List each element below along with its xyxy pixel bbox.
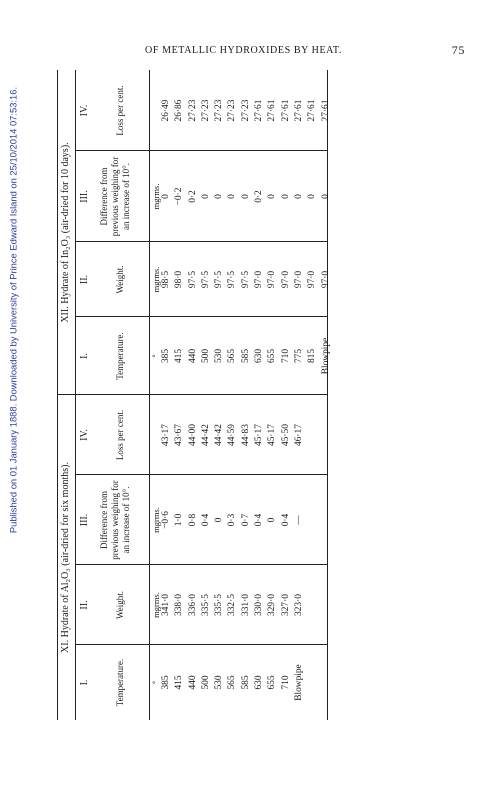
xi-temperature-column	[151, 645, 304, 720]
xi-loss-values	[160, 395, 304, 475]
xi-difference-cell: 0·4	[254, 513, 265, 527]
xii-temp-unit: °	[151, 354, 160, 358]
xii-difference-cell: 0	[240, 194, 251, 199]
xi-weight-cell: 331·0	[240, 594, 251, 616]
xi-temperature-cell: 565	[227, 675, 238, 690]
xii-loss-cell: 27·23	[200, 99, 211, 122]
xii-diff-unit: mgrms.	[151, 183, 161, 210]
xii-temperature-cell: 655	[267, 348, 278, 364]
xii-col4-number: IV.	[79, 104, 90, 117]
xii-loss-values	[160, 70, 331, 151]
xi-weight-column	[151, 565, 304, 645]
xii-difference-cell: 0	[307, 194, 318, 199]
xii-temperature-cell: 530	[214, 348, 225, 364]
xii-col1-number: I.	[79, 353, 90, 359]
xii-loss-cell: 27·23	[187, 99, 198, 122]
xii-loss-cell: 26·49	[161, 99, 171, 122]
xi-col3-header: Difference from previous weighing for an increase of 10°.	[99, 480, 131, 560]
xi-col4-number: IV.	[79, 429, 90, 441]
xii-difference-cell: 0	[280, 194, 291, 199]
xi-col3-number: III.	[79, 513, 90, 527]
xii-weight-unit: mgrms.	[151, 266, 161, 293]
table-xii-title: XII. Hydrate of In₂O₃ (air-dried for 10 days).	[60, 142, 71, 323]
xii-weight-cell: 97·5	[240, 270, 251, 289]
xii-weight-cell: 97·5	[200, 270, 211, 289]
xii-difference-cell: 0	[161, 194, 171, 199]
table-top-rule	[57, 70, 58, 720]
xii-difference-cell: 0	[214, 194, 225, 199]
xii-weight-cell: 97·0	[293, 270, 304, 289]
xi-col2-number: II.	[79, 600, 90, 610]
xii-col4-header: Loss per cent.	[115, 85, 125, 136]
xii-temperature-cell: 440	[187, 348, 198, 364]
xi-loss-cell: 44·59	[227, 424, 238, 446]
xi-loss-cell: 45·17	[267, 424, 278, 446]
xi-difference-values	[160, 475, 304, 565]
xii-difference-cell: −0·2	[174, 187, 185, 206]
xii-loss-cell: 26·86	[174, 99, 185, 122]
xi-weight-cell: 336·0	[187, 594, 198, 616]
xi-col1-header: Temperature.	[115, 658, 125, 707]
xii-temperature-cell: 630	[254, 348, 265, 364]
xii-temperature-cell: 385	[161, 348, 171, 364]
xii-col1-header: Temperature.	[115, 332, 125, 380]
xi-loss-column	[152, 395, 304, 475]
xi-difference-cell: −0·6	[161, 511, 171, 529]
publication-note-text: Published on 01 January 1888. Downloaded by University of Prince Edward Island on 25/10/2014 07:53:16.	[7, 86, 19, 534]
xi-difference-cell: 0·4	[200, 513, 211, 527]
xii-weight-cell: 97·0	[307, 270, 318, 289]
xii-temperature-cell: 775	[293, 348, 304, 364]
xii-weight-cell: 98·0	[174, 270, 185, 289]
xii-loss-cell: 27·23	[214, 99, 225, 122]
page-number: 75	[451, 43, 465, 57]
xii-temperature-cell: Blowpipe	[320, 337, 331, 375]
xii-temperature-cell: 565	[227, 348, 238, 364]
xii-difference-cell: 0	[200, 194, 211, 199]
xii-weight-column	[151, 242, 331, 317]
xi-temperature-cell: 530	[214, 675, 225, 690]
xi-weight-cell: 327·0	[280, 594, 291, 616]
xi-difference-cell: 0·8	[187, 513, 198, 527]
xi-difference-cell: —	[293, 515, 304, 525]
xii-difference-values	[160, 151, 331, 242]
table-xi-title: XI. Hydrate of Al₂O₃ (air-dried for six months).	[60, 462, 71, 653]
xii-difference-column	[151, 151, 331, 242]
xi-loss-cell: 46·17	[293, 424, 304, 446]
xi-temperature-cell: 385	[161, 675, 171, 690]
xi-weight-cell: 335·5	[200, 594, 211, 616]
xi-difference-column	[151, 475, 304, 565]
xi-loss-cell: 44·83	[240, 424, 251, 446]
xi-difference-cell: 0·7	[240, 513, 251, 527]
xii-difference-cell: 0	[320, 194, 331, 199]
xi-difference-cell: 0·3	[227, 513, 238, 527]
xii-weight-cell: 97·0	[320, 270, 331, 289]
xii-temperature-column	[151, 317, 331, 395]
xii-weight-cell: 97·0	[267, 270, 278, 289]
xii-weight-cell: 97·5	[187, 270, 198, 289]
xi-difference-cell: 1·0	[174, 513, 185, 527]
xi-temp-values	[160, 645, 304, 720]
publication-note	[3, 30, 23, 590]
xii-col3-number: III.	[79, 190, 90, 203]
xi-weight-cell: 329·0	[267, 594, 278, 616]
xii-loss-cell: 27·61	[254, 99, 265, 122]
xii-temperature-cell: 585	[240, 348, 251, 364]
xi-col1-number: I.	[79, 679, 90, 686]
xi-difference-cell: 0·4	[280, 513, 291, 527]
xi-weight-values	[160, 565, 304, 645]
xi-difference-cell: 0	[267, 517, 278, 523]
xi-weight-cell: 341·0	[161, 594, 171, 616]
xii-loss-column	[152, 70, 331, 151]
xii-loss-cell: 27·23	[240, 99, 251, 122]
xii-loss-cell: 27·61	[267, 99, 278, 122]
xi-temperature-cell: Blowpipe	[293, 664, 304, 701]
xi-weight-cell: 335·5	[214, 594, 225, 616]
xi-diff-unit: mgrms.	[151, 507, 161, 533]
xi-loss-cell: 44·42	[214, 424, 225, 446]
xii-weight-cell: 97·0	[254, 270, 265, 289]
xii-weight-cell: 97·0	[280, 270, 291, 289]
xi-temperature-cell: 630	[254, 675, 265, 690]
xii-weight-cell: 97·5	[227, 270, 238, 289]
xi-loss-cell: 45·50	[280, 424, 291, 446]
xi-temperature-cell: 500	[200, 675, 211, 690]
xii-loss-cell: 27·61	[280, 99, 291, 122]
xii-temperature-cell: 710	[280, 348, 291, 364]
xii-difference-cell: 0·2	[254, 190, 265, 203]
xii-col3-header: Difference from previous weighing for an increase of 10°.	[99, 156, 131, 237]
xii-temperature-cell: 415	[174, 348, 185, 364]
xii-loss-cell: 27·23	[227, 99, 238, 122]
xi-temp-unit: °	[151, 680, 160, 685]
xi-loss-cell: 44·00	[187, 424, 198, 446]
xii-col2-header: Weight.	[115, 265, 125, 294]
xii-col2-number: II.	[79, 274, 90, 285]
xi-weight-cell: 338·0	[174, 594, 185, 616]
xii-loss-cell: 27·61	[320, 99, 331, 122]
title-rule	[75, 70, 76, 720]
xi-temperature-cell: 585	[240, 675, 251, 690]
xi-loss-cell: 43·67	[174, 424, 185, 446]
xii-difference-cell: 0·2	[187, 190, 198, 203]
xi-weight-unit: mgrms.	[151, 592, 161, 618]
xi-loss-spacer	[152, 395, 160, 475]
xi-loss-cell: 43·17	[161, 424, 171, 446]
xii-temperature-cell: 500	[200, 348, 211, 364]
xi-weight-cell: 330·0	[254, 594, 265, 616]
xii-loss-cell: 27·61	[307, 99, 318, 122]
xi-loss-cell: 44·42	[200, 424, 211, 446]
xii-difference-cell: 0	[267, 194, 278, 199]
xii-loss-spacer	[152, 70, 160, 151]
xi-temperature-cell: 415	[174, 675, 185, 690]
xii-temp-values	[160, 317, 331, 395]
running-title: OF METALLIC HYDROXIDES BY HEAT.	[145, 45, 342, 56]
xii-weight-values	[160, 242, 331, 317]
xi-difference-cell: 0	[214, 517, 225, 523]
xi-weight-cell: 332·5	[227, 594, 238, 616]
xi-col4-header: Loss per cent.	[115, 409, 125, 461]
xi-weight-cell: 323·0	[293, 594, 304, 616]
xii-difference-cell: 0	[227, 194, 238, 199]
xi-temperature-cell: 440	[187, 675, 198, 690]
xii-temperature-cell: 815	[307, 348, 318, 364]
xi-col2-header: Weight.	[115, 590, 125, 620]
xii-loss-cell: 27·61	[293, 99, 304, 122]
xii-weight-cell: 98·5	[161, 270, 171, 289]
xi-loss-cell: 45·17	[254, 424, 265, 446]
rotated-tables	[57, 70, 457, 720]
xi-temperature-cell: 710	[280, 675, 291, 690]
xii-weight-cell: 97·5	[214, 270, 225, 289]
xii-difference-cell: 0	[293, 194, 304, 199]
header-rule	[149, 70, 150, 720]
xi-temperature-cell: 655	[267, 675, 278, 690]
